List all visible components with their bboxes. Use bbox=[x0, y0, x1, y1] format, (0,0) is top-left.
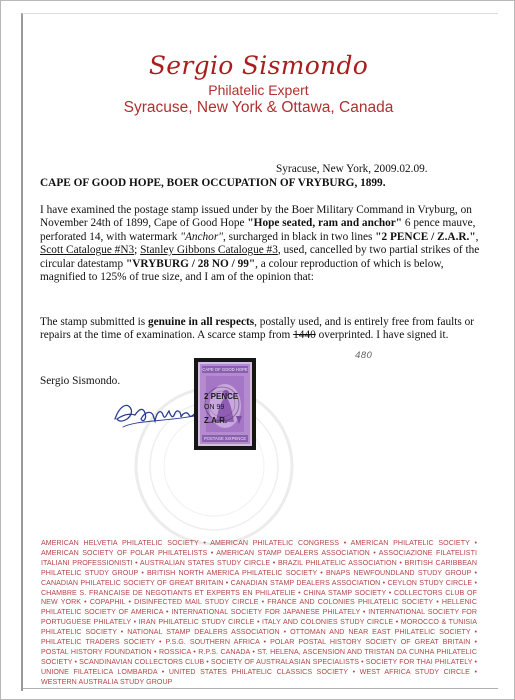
certificate-paragraph-1: I have examined the postage stamp issued under by the Boer Military Command in Vryburg, on November 24th of 1899, Cape of Good Hope "Hope seated, ram and anchor" 6 pence mauve, perforated 14, with watermark "Anchor", surcharged in black in two lines "2 PENCE / Z.A.R.", Scott Catalogue #N3; Stanley Gibbons Catalogue #3, used, cancelled by two partial strikes of the circular datestamp "VRYBURG / 28 NO / 99", a colour reproduction of which is below, magnified to 125% of true size, and I am of the opinion that: bbox=[40, 204, 480, 284]
certificate-title: CAPE OF GOOD HOPE, BOER OCCUPATION OF VRYBURG, 1899. bbox=[40, 177, 386, 189]
stamp-bottom-inscription: POSTAGE SIXPENCE bbox=[203, 436, 247, 441]
society-memberships: AMERICAN HELVETIA PHILATELIC SOCIETY • AMERICAN PHILATELIC CONGRESS • AMERICAN PHILATELIC SOCIETY • AMERICAN SOCIETY OF POLAR PHILATELISTS • AMERICAN STAMP DEALERS ASSOCIATION • ASSOCIAZIONE FILATELISTI ITALIANI PROFESSIONISTI • AUSTRALIAN STATES STUDY CIRCLE • BRAZIL PHILATELIC ASSOCIATION • BRITISH CARIBBEAN PHILATELIC STUDY GROUP • BRITISH NORTH AMERICA PHILATELIC SOCIETY • BNAPS NEWFOUNDLAND STUDY GROUP • CANADIAN PHILATELIC SOCIETY OF GREAT BRITAIN • CANADIAN STAMP DEALERS ASSOCIATION • CEYLON STUDY CIRCLE • CHAMBRE S. FRANCAISE DE NEGOTIANTS ET EXPERTS EN PHILATELIE • CHINA STAMP SOCIETY • COLLECTORS CLUB OF NEW YORK • COPAPHIL • DISINFECTED MAIL STUDY CIRCLE • FRANCE AND COLONIES PHILATELIC SOCIETY • HELLENIC PHILATELIC SOCIETY OF AMERICA • INTERNATIONAL SOCIETY FOR JAPANESE PHILATELY • INTERNATIONAL SOCIETY FOR PORTUGUESE PHILATELY • IRAN PHILATELIC STUDY CIRCLE • ITALY AND COLONIES STUDY CIRCLE • MOROCCO & TUNISIA PHILATELIC SOCIETY • NATIONAL STAMP DEALERS ASSOCIATION • OTTOMAN AND NEAR EAST PHILATELIC SOCIETY • PHILATELIC TRADERS SOCIETY • P.S.G. SOUTHERN AFRICA • POLAR POSTAL HISTORY SOCIETY OF GREAT BRITAIN • POSTAL HISTORY FOUNDATION • ROSSICA • R.P.S. CANADA • ST. HELENA, ASCENSION AND TRISTAN DA CUNHA PHILATELIC SOCIETY • SCANDINAVIAN COLLECTORS CLUB • SOCIETY OF AUSTRALASIAN SPECIALISTS • SOCIETY FOR THAI PHILATELY • UNIONE FILATELICA LOMBARDA • UNITED STATES PHILATELIC CLASSICS SOCIETY • WEST AFRICA STUDY CIRCLE • WESTERN AUSTRALIA STUDY GROUP bbox=[41, 539, 477, 686]
stamp-overprint-value: 2 PENCE bbox=[204, 392, 239, 401]
certificate-date: Syracuse, New York, 2009.02.09. bbox=[276, 163, 428, 175]
handwritten-quantity-note: 480 bbox=[355, 351, 373, 361]
expert-name: Sergio Sismondo bbox=[148, 51, 369, 80]
stamp-reproduction bbox=[194, 358, 256, 450]
stamp-overprint-zar: Z.A.R. bbox=[204, 416, 228, 425]
stamp-face bbox=[198, 362, 252, 446]
stamp-top-inscription: CAPE OF GOOD HOPE bbox=[202, 367, 248, 372]
certificate-paragraph-2: The stamp submitted is genuine in all respects, postally used, and is entirely free from faults or repairs at the time of examination. A scarce stamp from 1440 overprinted. I have signed it. bbox=[40, 316, 475, 342]
stamp-postmark: ON 99 bbox=[204, 404, 225, 411]
expert-location: Syracuse, New York & Ottawa, Canada bbox=[123, 99, 394, 116]
bottom-divider bbox=[23, 688, 498, 689]
expert-role: Philatelic Expert bbox=[208, 82, 309, 98]
signer-name: Sergio Sismondo. bbox=[40, 375, 121, 387]
struck-quantity: 1440 bbox=[293, 329, 316, 342]
